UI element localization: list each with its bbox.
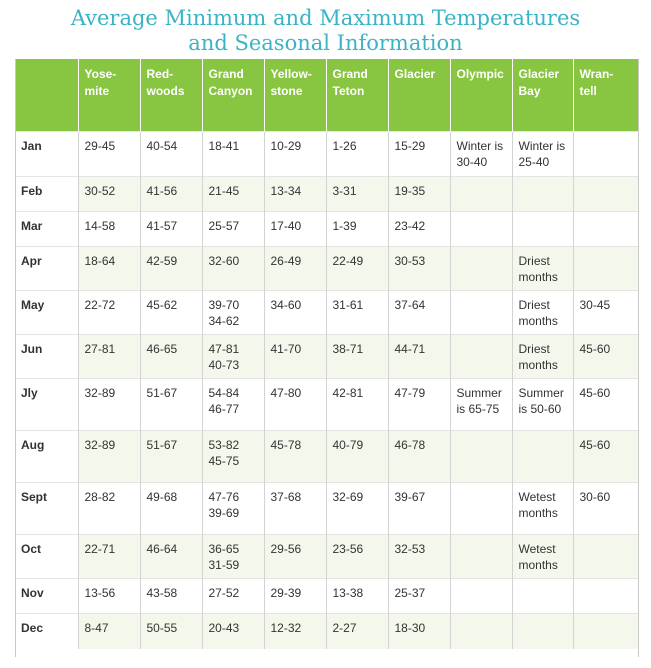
table-cell-glacier-bay bbox=[512, 613, 573, 649]
column-header-wrangell bbox=[573, 59, 639, 131]
table-cell-grand-teton bbox=[326, 578, 388, 613]
cell-text: 47-79 bbox=[394, 385, 426, 400]
cell-text: 43-58 bbox=[146, 585, 178, 600]
cell-text: 19-35 bbox=[394, 183, 426, 198]
cell-text: 29-56 bbox=[270, 541, 302, 556]
table-cell-glacier bbox=[388, 482, 450, 534]
cell-text: 49-68 bbox=[146, 489, 178, 504]
column-header-month-column bbox=[15, 59, 78, 131]
table-row bbox=[15, 290, 639, 334]
table-cell-wrangell bbox=[573, 131, 639, 176]
cell-text: 45-75 bbox=[208, 453, 240, 468]
table-cell-redwoods bbox=[140, 131, 202, 176]
table-row bbox=[15, 578, 639, 613]
cell-text: 25-37 bbox=[394, 585, 426, 600]
cell-text: 12-32 bbox=[270, 620, 302, 635]
table-cell-grand-teton bbox=[326, 613, 388, 649]
table-cell-olympic bbox=[450, 334, 512, 378]
table-row bbox=[15, 176, 639, 211]
table-cell-grand-canyon bbox=[202, 613, 264, 649]
table-cell-glacier-bay bbox=[512, 176, 573, 211]
cell-text: 30-53 bbox=[394, 253, 426, 268]
cell-text: 47-80 bbox=[270, 385, 302, 400]
table-cell-yellowstone bbox=[264, 131, 326, 176]
cell-text: 30-52 bbox=[84, 183, 116, 198]
table-cell-redwoods bbox=[140, 578, 202, 613]
cell-text: 41-70 bbox=[270, 341, 302, 356]
cell-text: 30-45 bbox=[579, 297, 611, 312]
cell-text: 51-67 bbox=[146, 437, 178, 452]
table-cell-olympic bbox=[450, 246, 512, 290]
table-body bbox=[15, 131, 639, 649]
cell-text: Summer bbox=[518, 385, 564, 400]
table-cell-grand-canyon bbox=[202, 534, 264, 578]
table-cell-glacier bbox=[388, 613, 450, 649]
table-cell-wrangell bbox=[573, 176, 639, 211]
column-header-text: Glacier bbox=[518, 67, 560, 81]
cell-text: 42-81 bbox=[332, 385, 364, 400]
table-cell-glacier bbox=[388, 378, 450, 430]
table-row bbox=[15, 131, 639, 176]
table-cell-glacier-bay bbox=[512, 290, 573, 334]
table-cell-redwoods bbox=[140, 482, 202, 534]
cell-text: 40-73 bbox=[208, 357, 240, 372]
table-cell-olympic bbox=[450, 613, 512, 649]
table-cell-yellowstone bbox=[264, 613, 326, 649]
table-header bbox=[15, 59, 639, 131]
cell-text: 13-38 bbox=[332, 585, 364, 600]
month-cell: Jly bbox=[15, 378, 78, 430]
table-cell-yellowstone bbox=[264, 334, 326, 378]
cell-text: 46-64 bbox=[146, 541, 178, 556]
table-cell-grand-teton bbox=[326, 176, 388, 211]
cell-text: 39-67 bbox=[394, 489, 426, 504]
cell-text: 17-40 bbox=[270, 218, 302, 233]
cell-text: 38-71 bbox=[332, 341, 364, 356]
table-cell-glacier bbox=[388, 211, 450, 246]
table-row bbox=[15, 211, 639, 246]
cell-text: 27-81 bbox=[84, 341, 116, 356]
table-cell-wrangell bbox=[573, 430, 639, 482]
cell-text: 45-60 bbox=[579, 437, 611, 452]
cell-text: 50-55 bbox=[146, 620, 178, 635]
cell-text: 2-27 bbox=[332, 620, 357, 635]
table-cell-glacier bbox=[388, 334, 450, 378]
cell-text: 3-31 bbox=[332, 183, 357, 198]
table-cell-glacier bbox=[388, 578, 450, 613]
column-header-text: Grand bbox=[208, 67, 244, 81]
table-cell-wrangell bbox=[573, 378, 639, 430]
cell-text: 21-45 bbox=[208, 183, 240, 198]
table-cell-glacier-bay bbox=[512, 430, 573, 482]
table-cell-olympic bbox=[450, 211, 512, 246]
table-row bbox=[15, 378, 639, 430]
column-header-text: Yose- bbox=[84, 67, 117, 81]
table-cell-yellowstone bbox=[264, 578, 326, 613]
column-header-text: tell bbox=[579, 84, 597, 98]
cell-text: Wetest bbox=[518, 489, 556, 504]
table-cell-glacier-bay bbox=[512, 378, 573, 430]
cell-text: 27-52 bbox=[208, 585, 240, 600]
column-header-grand-canyon bbox=[202, 59, 264, 131]
column-header-glacier bbox=[388, 59, 450, 131]
cell-text: 1-39 bbox=[332, 218, 357, 233]
table-cell-yellowstone bbox=[264, 430, 326, 482]
cell-text: 47-76 bbox=[208, 489, 240, 504]
column-header-glacier-bay bbox=[512, 59, 573, 131]
column-header-yosemite bbox=[78, 59, 140, 131]
cell-text: 26-49 bbox=[270, 253, 302, 268]
table-cell-yellowstone bbox=[264, 290, 326, 334]
table-cell-grand-canyon bbox=[202, 430, 264, 482]
cell-text: 40-54 bbox=[146, 138, 178, 153]
table-cell-glacier-bay bbox=[512, 246, 573, 290]
cell-text: 8-47 bbox=[84, 620, 109, 635]
title-line-2: and Seasonal Information bbox=[188, 31, 463, 55]
table-cell-grand-canyon bbox=[202, 176, 264, 211]
table-cell-yosemite bbox=[78, 290, 140, 334]
table-cell-grand-teton bbox=[326, 131, 388, 176]
table-cell-olympic bbox=[450, 534, 512, 578]
table-cell-grand-teton bbox=[326, 534, 388, 578]
cell-text: 46-65 bbox=[146, 341, 178, 356]
table-cell-yosemite bbox=[78, 430, 140, 482]
table-row bbox=[15, 246, 639, 290]
month-cell: Sept bbox=[15, 482, 78, 534]
table-cell-redwoods bbox=[140, 211, 202, 246]
table-cell-yellowstone bbox=[264, 211, 326, 246]
table-cell-redwoods bbox=[140, 534, 202, 578]
month-cell: Dec bbox=[15, 613, 78, 649]
cell-text: 54-84 bbox=[208, 385, 240, 400]
table-cell-grand-teton bbox=[326, 290, 388, 334]
column-header-text: stone bbox=[270, 84, 303, 98]
table-cell-yosemite bbox=[78, 482, 140, 534]
table-cell-glacier-bay bbox=[512, 482, 573, 534]
table-cell-olympic bbox=[450, 290, 512, 334]
cell-text: 13-56 bbox=[84, 585, 116, 600]
table-cell-yosemite bbox=[78, 176, 140, 211]
column-header-yellowstone bbox=[264, 59, 326, 131]
cell-text: 45-78 bbox=[270, 437, 302, 452]
cell-text: 45-60 bbox=[579, 341, 611, 356]
cell-text: 13-34 bbox=[270, 183, 302, 198]
table-row bbox=[15, 430, 639, 482]
column-header-text: Red- bbox=[146, 67, 174, 81]
column-header-text: Bay bbox=[518, 84, 541, 98]
table-cell-grand-teton bbox=[326, 246, 388, 290]
table-cell-redwoods bbox=[140, 613, 202, 649]
title-line-1: Average Minimum and Maximum Temperatures bbox=[70, 6, 581, 30]
cell-text: 31-61 bbox=[332, 297, 364, 312]
table-cell-grand-canyon bbox=[202, 378, 264, 430]
table-cell-grand-canyon bbox=[202, 246, 264, 290]
month-cell: Jan bbox=[15, 131, 78, 176]
cell-text: 41-57 bbox=[146, 218, 178, 233]
column-header-redwoods bbox=[140, 59, 202, 131]
table-cell-grand-teton bbox=[326, 334, 388, 378]
month-cell: Apr bbox=[15, 246, 78, 290]
table-cell-grand-canyon bbox=[202, 482, 264, 534]
table-cell-grand-canyon bbox=[202, 334, 264, 378]
temperature-table bbox=[15, 59, 639, 649]
table-cell-grand-canyon bbox=[202, 290, 264, 334]
table-cell-redwoods bbox=[140, 290, 202, 334]
cell-text: 28-82 bbox=[84, 489, 116, 504]
cell-text: is 50-60 bbox=[518, 401, 562, 416]
table-cell-glacier bbox=[388, 246, 450, 290]
table-cell-yosemite bbox=[78, 246, 140, 290]
table-cell-grand-canyon bbox=[202, 211, 264, 246]
cell-text: 32-69 bbox=[332, 489, 364, 504]
column-header-text: Teton bbox=[332, 84, 365, 98]
cell-text: 1-26 bbox=[332, 138, 357, 153]
cell-text: 30-60 bbox=[579, 489, 611, 504]
cell-text: 39-69 bbox=[208, 505, 240, 520]
table-cell-glacier bbox=[388, 131, 450, 176]
table-cell-olympic bbox=[450, 131, 512, 176]
table-cell-wrangell bbox=[573, 334, 639, 378]
table-row bbox=[15, 613, 639, 649]
cell-text: 31-59 bbox=[208, 557, 240, 572]
table-cell-yellowstone bbox=[264, 482, 326, 534]
month-cell: Mar bbox=[15, 211, 78, 246]
cell-text: 36-65 bbox=[208, 541, 240, 556]
cell-text: 18-30 bbox=[394, 620, 426, 635]
cell-text: Driest bbox=[518, 341, 550, 356]
cell-text: 18-41 bbox=[208, 138, 240, 153]
table-cell-olympic bbox=[450, 378, 512, 430]
cell-text: 34-62 bbox=[208, 313, 240, 328]
table-cell-grand-teton bbox=[326, 430, 388, 482]
table-cell-yellowstone bbox=[264, 534, 326, 578]
cell-text: 14-58 bbox=[84, 218, 116, 233]
cell-text: 45-62 bbox=[146, 297, 178, 312]
table-cell-wrangell bbox=[573, 482, 639, 534]
cell-text: 22-49 bbox=[332, 253, 364, 268]
table-cell-glacier bbox=[388, 430, 450, 482]
cell-text: 53-82 bbox=[208, 437, 240, 452]
table-cell-wrangell bbox=[573, 578, 639, 613]
cell-text: Summer bbox=[456, 385, 502, 400]
column-header-grand-teton bbox=[326, 59, 388, 131]
table-cell-glacier bbox=[388, 290, 450, 334]
cell-text: 51-67 bbox=[146, 385, 178, 400]
cell-text: 15-29 bbox=[394, 138, 426, 153]
column-header-text: Yellow- bbox=[270, 67, 312, 81]
cell-text: 44-71 bbox=[394, 341, 426, 356]
table-cell-glacier bbox=[388, 534, 450, 578]
month-cell: Oct bbox=[15, 534, 78, 578]
table-cell-yellowstone bbox=[264, 176, 326, 211]
cell-text: months bbox=[518, 357, 558, 372]
cell-text: 18-64 bbox=[84, 253, 116, 268]
cell-text: is 65-75 bbox=[456, 401, 500, 416]
cell-text: 30-40 bbox=[456, 154, 488, 169]
table-cell-wrangell bbox=[573, 613, 639, 649]
table-cell-wrangell bbox=[573, 246, 639, 290]
column-header-text: Glacier bbox=[394, 67, 436, 81]
table-cell-yellowstone bbox=[264, 378, 326, 430]
table-row bbox=[15, 334, 639, 378]
month-cell: Aug bbox=[15, 430, 78, 482]
column-header-text: Wran- bbox=[579, 67, 614, 81]
cell-text: 41-56 bbox=[146, 183, 178, 198]
cell-text: 37-64 bbox=[394, 297, 426, 312]
table-cell-glacier-bay bbox=[512, 211, 573, 246]
header-row bbox=[15, 59, 639, 131]
cell-text: 23-56 bbox=[332, 541, 364, 556]
table-cell-yosemite bbox=[78, 378, 140, 430]
cell-text: months bbox=[518, 313, 558, 328]
table-cell-yosemite bbox=[78, 211, 140, 246]
cell-text: 25-57 bbox=[208, 218, 240, 233]
table-cell-grand-canyon bbox=[202, 578, 264, 613]
table-row bbox=[15, 534, 639, 578]
column-header-olympic bbox=[450, 59, 512, 131]
cell-text: 29-39 bbox=[270, 585, 302, 600]
cell-text: 32-60 bbox=[208, 253, 240, 268]
cell-text: 22-72 bbox=[84, 297, 116, 312]
table-cell-glacier-bay bbox=[512, 578, 573, 613]
table-cell-grand-teton bbox=[326, 378, 388, 430]
table-cell-grand-teton bbox=[326, 211, 388, 246]
cell-text: 47-81 bbox=[208, 341, 240, 356]
cell-text: Wetest bbox=[518, 541, 556, 556]
table-cell-olympic bbox=[450, 578, 512, 613]
cell-text: 23-42 bbox=[394, 218, 426, 233]
table-cell-redwoods bbox=[140, 334, 202, 378]
column-header-text: Olympic bbox=[456, 67, 504, 81]
column-header-text: Grand bbox=[332, 67, 368, 81]
cell-text: Winter is bbox=[518, 138, 566, 153]
table-cell-yosemite bbox=[78, 578, 140, 613]
table-cell-glacier-bay bbox=[512, 534, 573, 578]
table-cell-grand-canyon bbox=[202, 131, 264, 176]
cell-text: months bbox=[518, 269, 558, 284]
month-cell: Nov bbox=[15, 578, 78, 613]
page-title bbox=[0, 6, 651, 56]
table-cell-glacier-bay bbox=[512, 131, 573, 176]
cell-text: 40-79 bbox=[332, 437, 364, 452]
table-cell-grand-teton bbox=[326, 482, 388, 534]
cell-text: 32-53 bbox=[394, 541, 426, 556]
table-cell-redwoods bbox=[140, 176, 202, 211]
cell-text: 45-60 bbox=[579, 385, 611, 400]
cell-text: Driest bbox=[518, 253, 550, 268]
table-row bbox=[15, 482, 639, 534]
cell-text: 29-45 bbox=[84, 138, 116, 153]
cell-text: 37-68 bbox=[270, 489, 302, 504]
cell-text: months bbox=[518, 557, 558, 572]
table-cell-redwoods bbox=[140, 430, 202, 482]
table-cell-redwoods bbox=[140, 378, 202, 430]
cell-text: 10-29 bbox=[270, 138, 302, 153]
cell-text: 32-89 bbox=[84, 437, 116, 452]
table-cell-wrangell bbox=[573, 211, 639, 246]
table-cell-redwoods bbox=[140, 246, 202, 290]
table-cell-olympic bbox=[450, 430, 512, 482]
cell-text: 32-89 bbox=[84, 385, 116, 400]
cell-text: 46-77 bbox=[208, 401, 240, 416]
cell-text: 46-78 bbox=[394, 437, 426, 452]
month-cell: May bbox=[15, 290, 78, 334]
column-header-text: mite bbox=[84, 84, 110, 98]
cell-text: 22-71 bbox=[84, 541, 116, 556]
month-cell: Jun bbox=[15, 334, 78, 378]
table-cell-glacier-bay bbox=[512, 334, 573, 378]
table-cell-yosemite bbox=[78, 131, 140, 176]
column-header-text: Canyon bbox=[208, 84, 253, 98]
cell-text: 34-60 bbox=[270, 297, 302, 312]
cell-text: 20-43 bbox=[208, 620, 240, 635]
table-cell-yosemite bbox=[78, 534, 140, 578]
table-cell-glacier bbox=[388, 176, 450, 211]
cell-text: Driest bbox=[518, 297, 550, 312]
table-cell-wrangell bbox=[573, 534, 639, 578]
table-cell-olympic bbox=[450, 482, 512, 534]
table-cell-yellowstone bbox=[264, 246, 326, 290]
cell-text: Winter is bbox=[456, 138, 504, 153]
cell-text: months bbox=[518, 505, 558, 520]
column-header-text: woods bbox=[146, 84, 185, 98]
cell-text: 39-70 bbox=[208, 297, 240, 312]
month-cell: Feb bbox=[15, 176, 78, 211]
cell-text: 42-59 bbox=[146, 253, 178, 268]
cell-text: 25-40 bbox=[518, 154, 550, 169]
table-cell-olympic bbox=[450, 176, 512, 211]
table-cell-yosemite bbox=[78, 334, 140, 378]
table-cell-wrangell bbox=[573, 290, 639, 334]
table-cell-yosemite bbox=[78, 613, 140, 649]
